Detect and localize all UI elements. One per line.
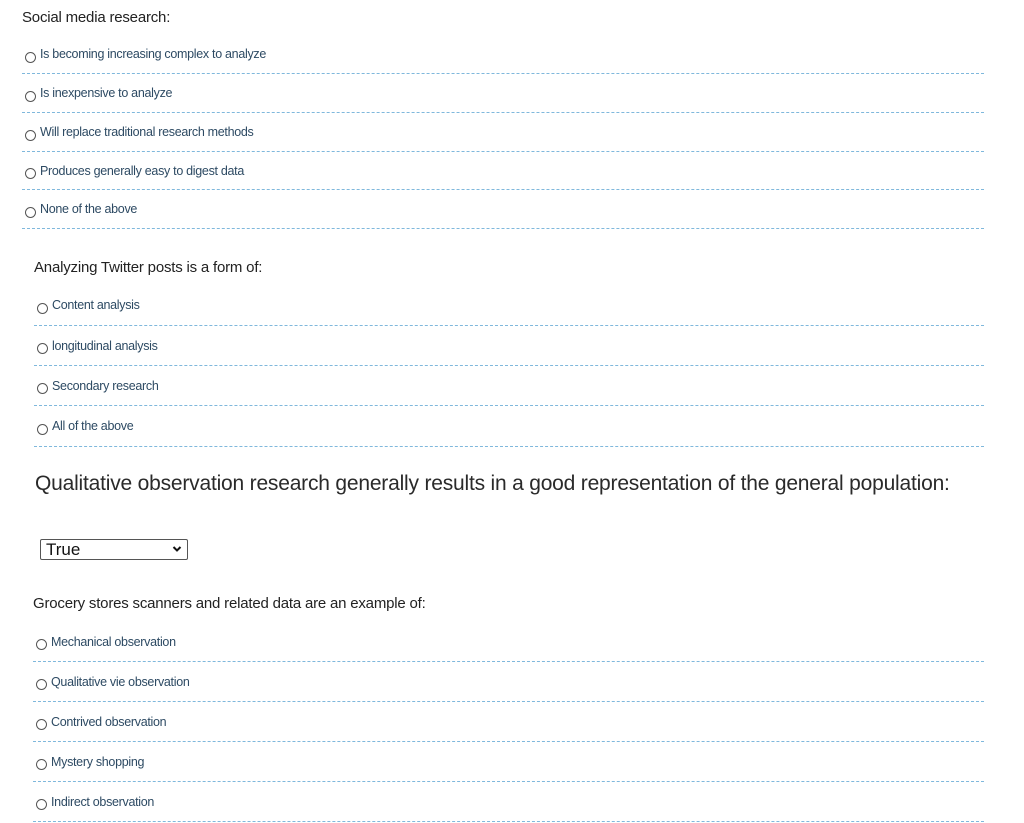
radio-icon[interactable]	[25, 91, 36, 102]
radio-icon[interactable]	[37, 424, 48, 435]
radio-icon[interactable]	[25, 168, 36, 179]
radio-icon[interactable]	[36, 799, 47, 810]
option-row[interactable]	[34, 285, 984, 326]
question-1-text: Social media research:	[22, 9, 171, 26]
option-row[interactable]	[22, 35, 984, 74]
option-label[interactable]: None of the above	[40, 202, 138, 216]
option-label[interactable]: Contrived observation	[51, 714, 167, 729]
option-label[interactable]: Secondary research	[52, 378, 159, 393]
option-label[interactable]: Will replace traditional research methods	[40, 125, 254, 139]
option-label[interactable]: Is becoming increasing complex to analyze	[40, 47, 267, 61]
question-4-options	[33, 622, 984, 822]
radio-icon[interactable]	[37, 343, 48, 354]
radio-icon[interactable]	[25, 52, 36, 63]
chevron-down-icon	[172, 544, 182, 554]
option-label[interactable]: Is inexpensive to analyze	[40, 86, 173, 100]
option-row[interactable]	[22, 190, 984, 229]
option-label[interactable]: Produces generally easy to digest data	[40, 163, 245, 178]
radio-icon[interactable]	[37, 303, 48, 314]
option-row[interactable]	[22, 74, 984, 113]
question-2-options	[34, 285, 984, 447]
true-false-select[interactable]	[40, 539, 188, 560]
option-row[interactable]	[33, 622, 984, 662]
option-label[interactable]: longitudinal analysis	[52, 338, 158, 353]
option-row[interactable]	[22, 113, 984, 152]
question-1-options	[22, 35, 984, 229]
radio-icon[interactable]	[36, 759, 47, 770]
select-value: True	[46, 540, 81, 559]
option-row[interactable]	[34, 366, 984, 406]
option-row[interactable]	[33, 702, 984, 742]
radio-icon[interactable]	[36, 679, 47, 690]
question-4	[33, 590, 984, 823]
option-label[interactable]: Content analysis	[52, 298, 140, 312]
option-label[interactable]: All of the above	[52, 419, 134, 433]
question-3-text: Qualitative observation research generally results in a good representation of the general population:	[35, 472, 950, 495]
option-row[interactable]	[33, 782, 984, 822]
radio-icon[interactable]	[36, 719, 47, 730]
option-row[interactable]	[33, 662, 984, 702]
radio-icon[interactable]	[37, 383, 48, 394]
option-label[interactable]: Indirect observation	[51, 794, 155, 809]
option-label[interactable]: Qualitative vie observation	[51, 674, 190, 689]
option-row[interactable]	[22, 152, 984, 190]
question-2	[34, 255, 984, 450]
question-1	[22, 0, 984, 232]
radio-icon[interactable]	[25, 207, 36, 218]
option-row[interactable]	[34, 326, 984, 366]
radio-icon[interactable]	[25, 130, 36, 141]
option-label[interactable]: Mystery shopping	[51, 754, 145, 769]
option-row[interactable]	[34, 406, 984, 447]
question-2-text: Analyzing Twitter posts is a form of:	[34, 259, 263, 276]
option-row[interactable]	[33, 742, 984, 782]
radio-icon[interactable]	[36, 639, 47, 650]
option-label[interactable]: Mechanical observation	[51, 634, 176, 649]
question-4-text: Grocery stores scanners and related data are an example of:	[33, 595, 426, 612]
